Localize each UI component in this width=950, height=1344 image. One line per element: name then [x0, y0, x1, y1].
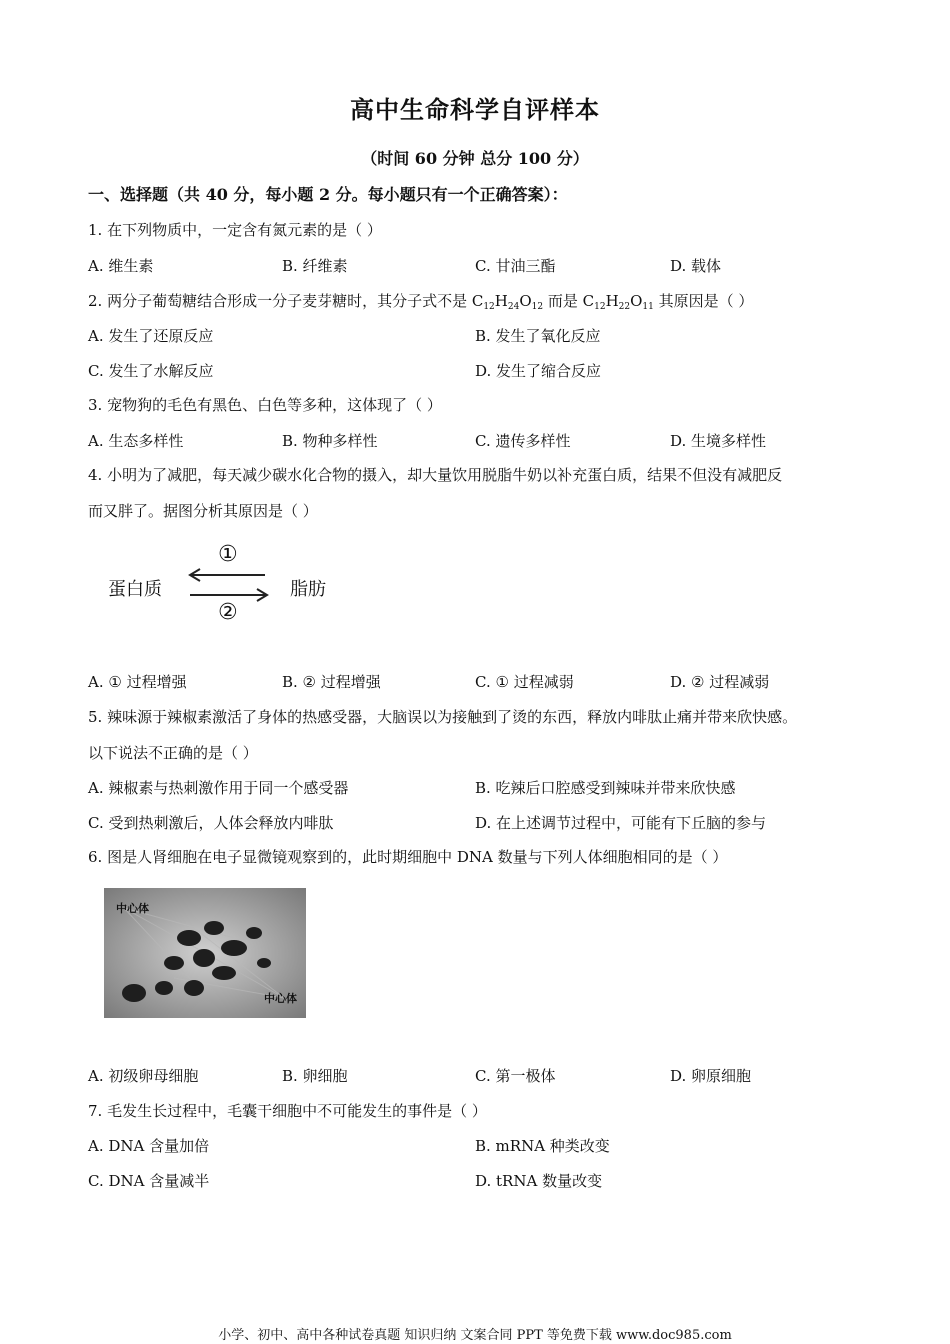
question-6-option-b: B. 卵细胞	[282, 1067, 348, 1085]
page-title: 高中生命科学自评样本	[350, 95, 600, 124]
question-6-stem: 6. 图是人肾细胞在电子显微镜观察到的，此时期细胞中 DNA 数量与下列人体细胞相同的是（ ）	[88, 848, 728, 866]
question-5-option-d: D. 在上述调节过程中，可能有下丘脑的参与	[475, 814, 767, 832]
centrosome-label-top: 中心体	[116, 902, 149, 915]
question-1-option-b: B. 纤维素	[282, 257, 348, 275]
question-5-option-c: C. 受到热刺激后，人体会释放内啡肽	[88, 814, 334, 832]
question-7-option-c: C. DNA 含量减半	[88, 1172, 210, 1190]
question-2-option-c: C. 发生了水解反应	[88, 362, 214, 380]
process-2-mark: ②	[218, 600, 238, 625]
question-6-option-d: D. 卵原细胞	[670, 1067, 752, 1085]
question-1-option-d: D. 载体	[670, 257, 722, 275]
question-3-option-a: A. 生态多样性	[88, 432, 184, 450]
question-4-stem-line-1: 4. 小明为了减肥，每天减少碳水化合物的摄入，却大量饮用脱脂牛奶以补充蛋白质，结果不但没有减肥反	[88, 466, 783, 484]
question-2-stem: 2. 两分子葡萄糖结合形成一分子麦芽糖时，其分子式不是 $C_{12}H_{24}O_{12}$ 而是 $C_{12}H_{22}O_{11}$ 其原因是（ ）	[88, 292, 754, 312]
conversion-arrows	[100, 538, 350, 638]
question-3-option-d: D. 生境多样性	[670, 432, 767, 450]
protein-label: 蛋白质	[108, 579, 162, 600]
question-1-stem: 1. 在下列物质中，一定含有氮元素的是（ ）	[88, 221, 382, 239]
question-5-option-b: B. 吃辣后口腔感受到辣味并带来欣快感	[475, 779, 736, 797]
process-1-mark: ①	[218, 542, 238, 567]
question-4-stem-line-2: 而又胖了。据图分析其原因是（ ）	[88, 502, 318, 520]
question-5-stem-line-2: 以下说法不正确的是（ ）	[88, 744, 258, 762]
question-7-option-b: B. mRNA 种类改变	[475, 1137, 610, 1155]
exam-info: （时间 60 分钟 总分 100 分）	[361, 149, 589, 168]
fat-label: 脂肪	[290, 579, 326, 600]
question-5-stem-line-1: 5. 辣味源于辣椒素激活了身体的热感受器，大脑误以为接触到了烫的东西，释放内啡肽止痛并带来欣快感。	[88, 708, 798, 726]
question-4-option-d: D. ② 过程减弱	[670, 673, 770, 691]
question-2-option-b: B. 发生了氧化反应	[475, 327, 601, 345]
question-6-option-a: A. 初级卵母细胞	[88, 1067, 199, 1085]
question-7-option-d: D. tRNA 数量改变	[475, 1172, 603, 1190]
question-7-stem: 7. 毛发生长过程中，毛囊干细胞中不可能发生的事件是（ ）	[88, 1102, 487, 1120]
question-6-option-c: C. 第一极体	[475, 1067, 556, 1085]
conversion-diagram	[100, 538, 350, 638]
question-2-option-a: A. 发生了还原反应	[88, 327, 214, 345]
question-1-option-c: C. 甘油三酯	[475, 257, 556, 275]
question-5-option-a: A. 辣椒素与热刺激作用于同一个感受器	[88, 779, 349, 797]
centrosome-label-bottom: 中心体	[264, 992, 297, 1005]
question-3-option-b: B. 物种多样性	[282, 432, 378, 450]
footer-text: 小学、初中、高中各种试卷真题 知识归纳 文案合同 PPT 等免费下载 www.doc985.com	[218, 1328, 732, 1343]
section-heading: 一、选择题（共 40 分，每小题 2 分。每小题只有一个正确答案）：	[88, 185, 568, 204]
question-4-option-c: C. ① 过程减弱	[475, 673, 574, 691]
question-1-option-a: A. 维生素	[88, 257, 154, 275]
question-4-option-a: A. ① 过程增强	[88, 673, 187, 691]
question-7-option-a: A. DNA 含量加倍	[88, 1137, 210, 1155]
question-3-option-c: C. 遗传多样性	[475, 432, 571, 450]
question-2-option-d: D. 发生了缩合反应	[475, 362, 602, 380]
micrograph-image	[104, 888, 306, 1018]
question-4-option-b: B. ② 过程增强	[282, 673, 381, 691]
question-3-stem: 3. 宠物狗的毛色有黑色、白色等多种，这体现了（ ）	[88, 396, 442, 414]
